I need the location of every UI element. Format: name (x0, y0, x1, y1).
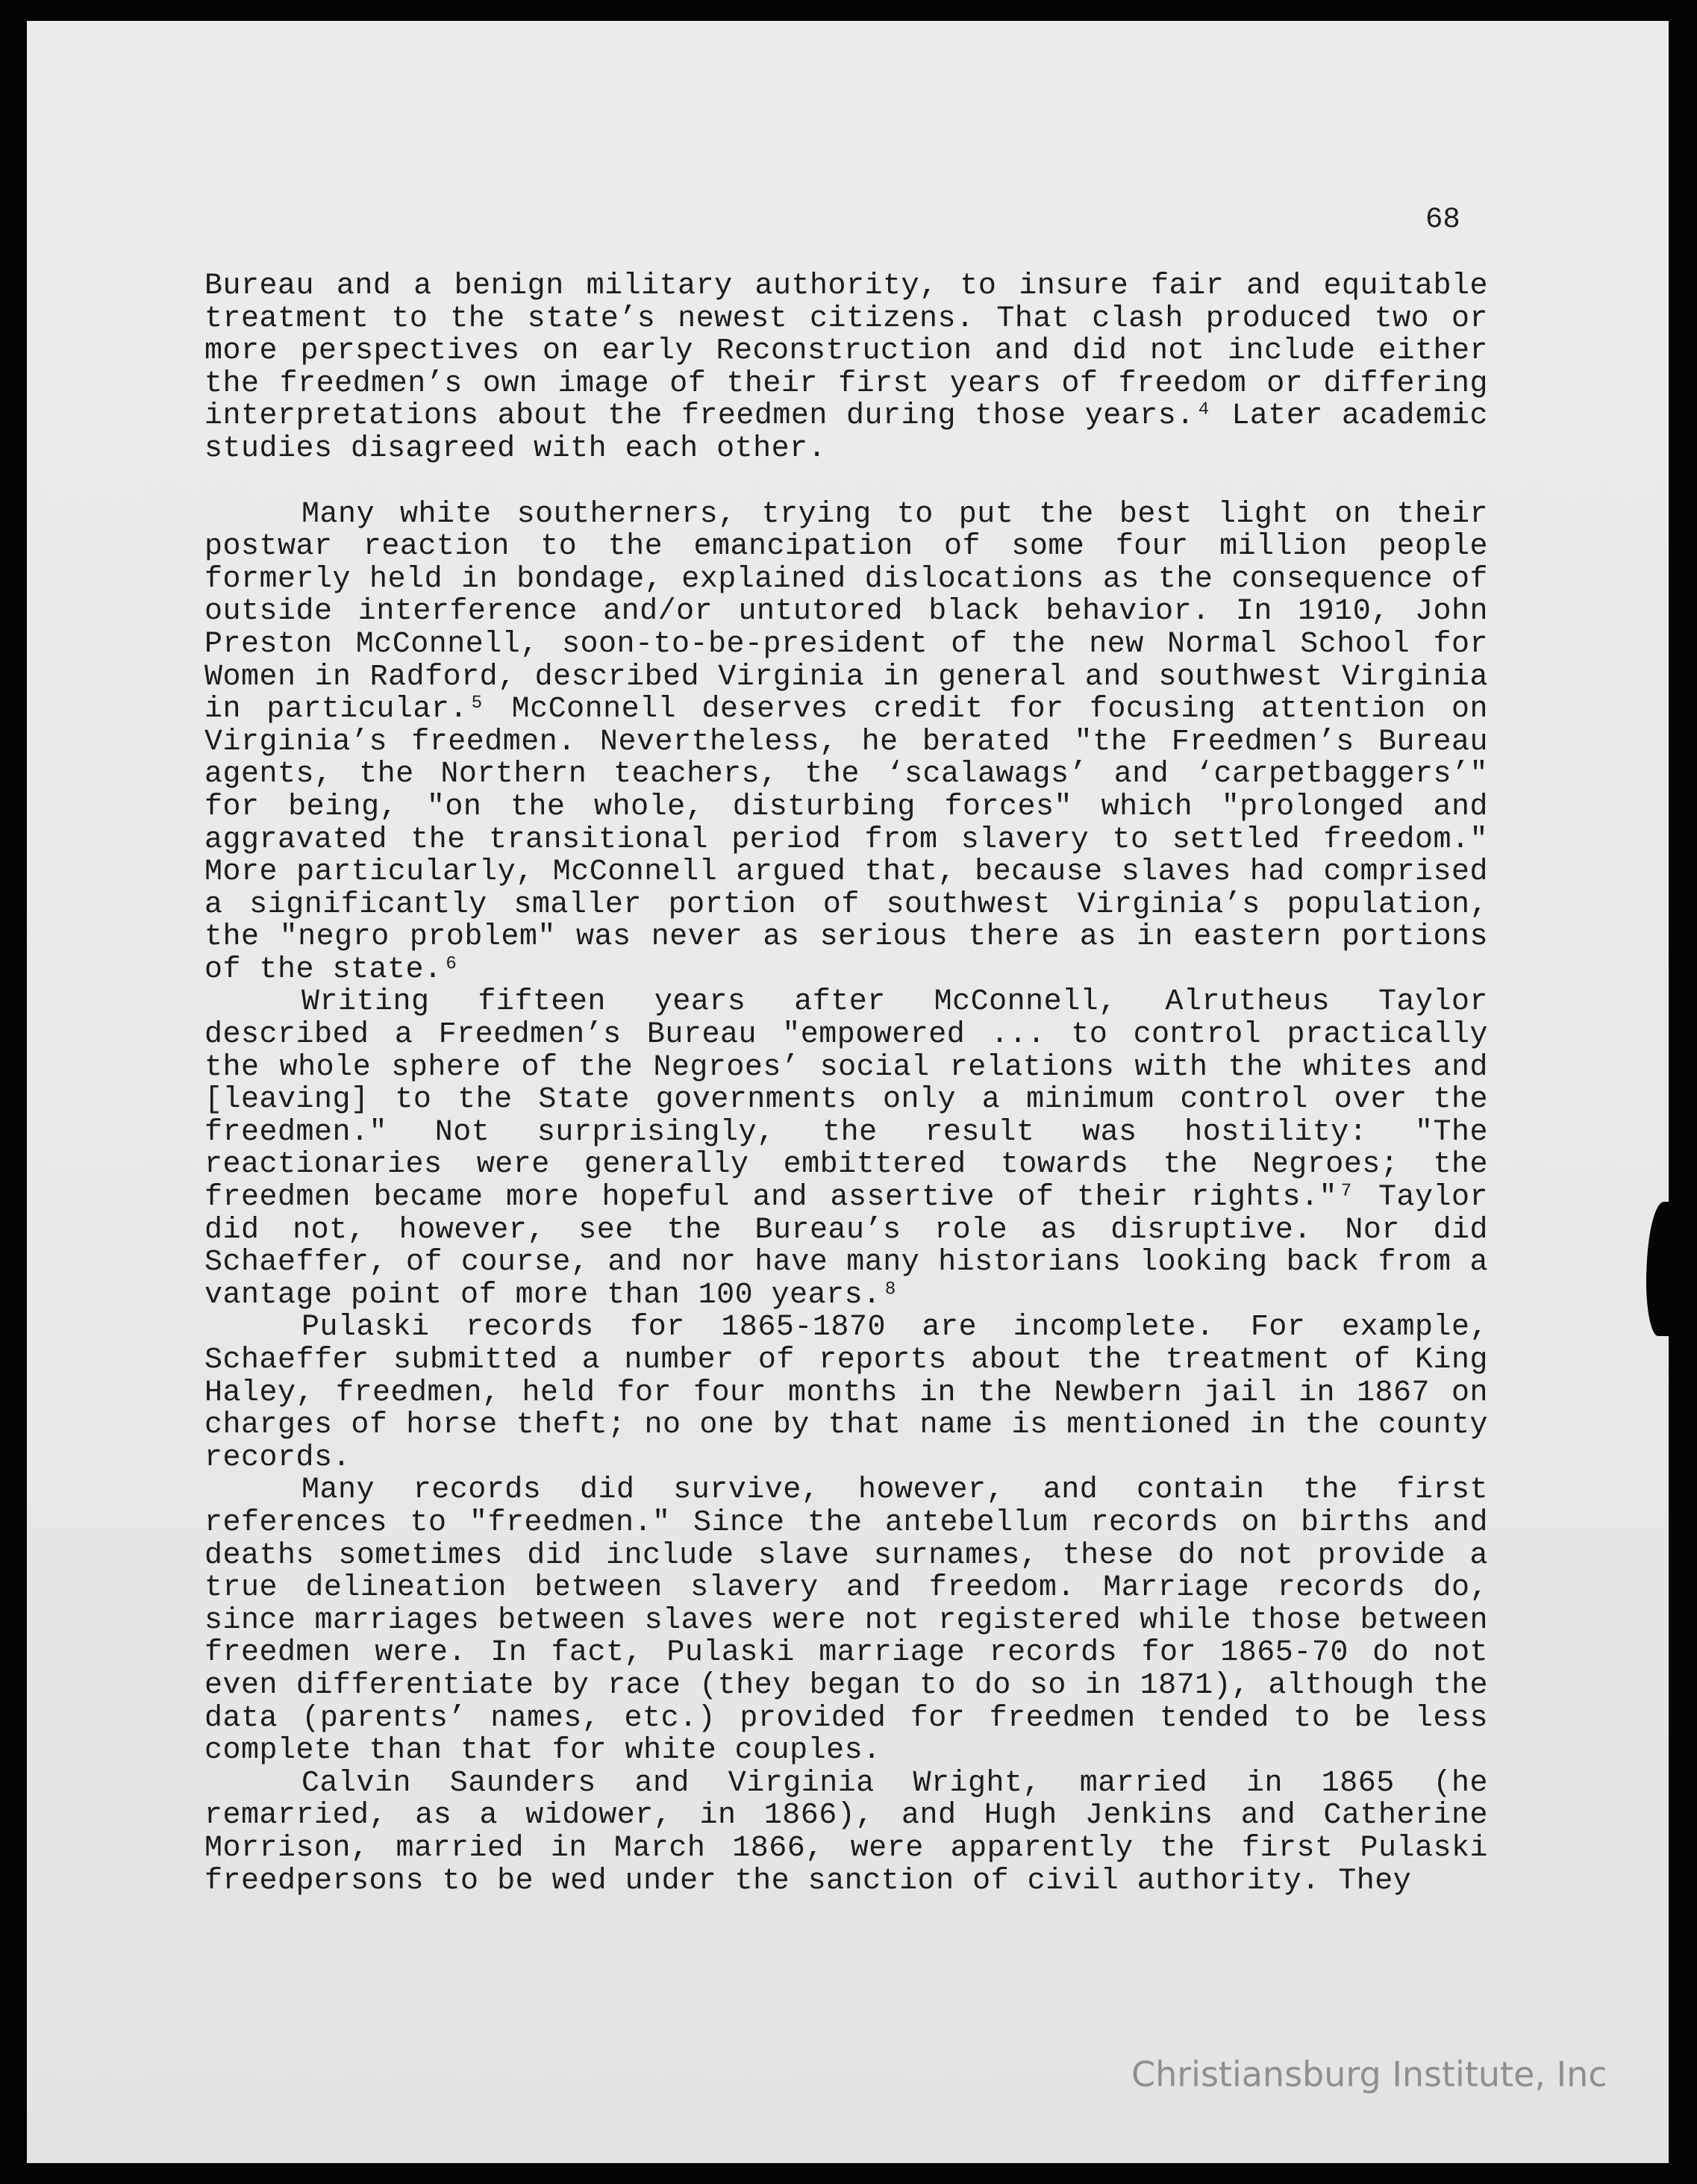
paragraph-2: Many white southerners, trying to put the best light on their postwar reaction to the emancipation of some four million people formerly held in bondage, explained dislocations as the consequence of outside interference and/or untutored black behavior. In 1910, John Preston McConnell, soon-to-be-president of the new Normal School for Women in Radford, described Virginia in general and southwest Virginia in particular.⁵ McConnell deserves credit for focusing attention on Virginia’s freedmen. Nevertheless, he berated "the Freedmen’s Bureau agents, the Northern teachers, the ‘scalawags’ and ‘carpetbaggers’" for being, "on the whole, disturbing forces" which "prolonged and aggravated the transitional period from slavery to settled freedom." More particularly, McConnell argued that, because slaves had comprised a significantly smaller portion of southwest Virginia’s population, the "negro problem" was never as serious there as in eastern portions of the state.⁶ (204, 497, 1488, 987)
watermark: Christiansburg Institute, Inc (1131, 2054, 1607, 2094)
paragraph-4: Pulaski records for 1865-1870 are incomplete. For example, Schaeffer submitted a number of reports about the treatment of King Haley, freedmen, held for four months in the Newbern jail in 1867 on charges of horse theft; no one by that name is mentioned in the county records. (204, 1311, 1488, 1475)
paragraph-5: Many records did survive, however, and contain the first references to "freedmen." Since the antebellum records on births and deaths sometimes did include slave surnames, these do not provide a true delineation between slavery and freedom. Marriage records do, since marriages between slaves were not registered while those between freedmen were. In fact, Pulaski marriage records for 1865-70 do not even differentiate by race (they began to do so in 1871), although the data (parents’ names, etc.) provided for freedmen tended to be less complete than that for white couples. (204, 1473, 1488, 1768)
page-number: 68 (1425, 203, 1460, 236)
paragraph-6: Calvin Saunders and Virginia Wright, married in 1865 (he remarried, as a widower, in 1866), and Hugh Jenkins and Catherine Morrison, married in March 1866, were apparently the first Pulaski freedpersons to be wed under the sanction of civil authority. They (204, 1766, 1488, 1898)
paragraph-3: Writing fifteen years after McConnell, Alrutheus Taylor described a Freedmen’s Bureau "empowered ... to control practically the whole sphere of the Negroes’ social relations with the whites and [leaving] to the State governments only a minimum control over the freedmen." Not surprisingly, the result was hostility: "The reactionaries were generally embittered towards the Negroes; the freedmen became more hopeful and assertive of their rights."⁷ Taylor did not, however, see the Bureau’s role as disruptive. Nor did Schaeffer, of course, and nor have many historians looking back from a vantage point of more than 100 years.⁸ (204, 985, 1488, 1312)
paragraph-1: Bureau and a benign military authority, to insure fair and equitable treatment to the state’s newest citizens. That clash produced two or more perspectives on early Reconstruction and did not include either the freedmen’s own image of their first years of freedom or differing interpretations about the freedmen during those years.⁴ Later academic studies disagreed with each other. (204, 269, 1488, 466)
body-text (204, 270, 1488, 1897)
